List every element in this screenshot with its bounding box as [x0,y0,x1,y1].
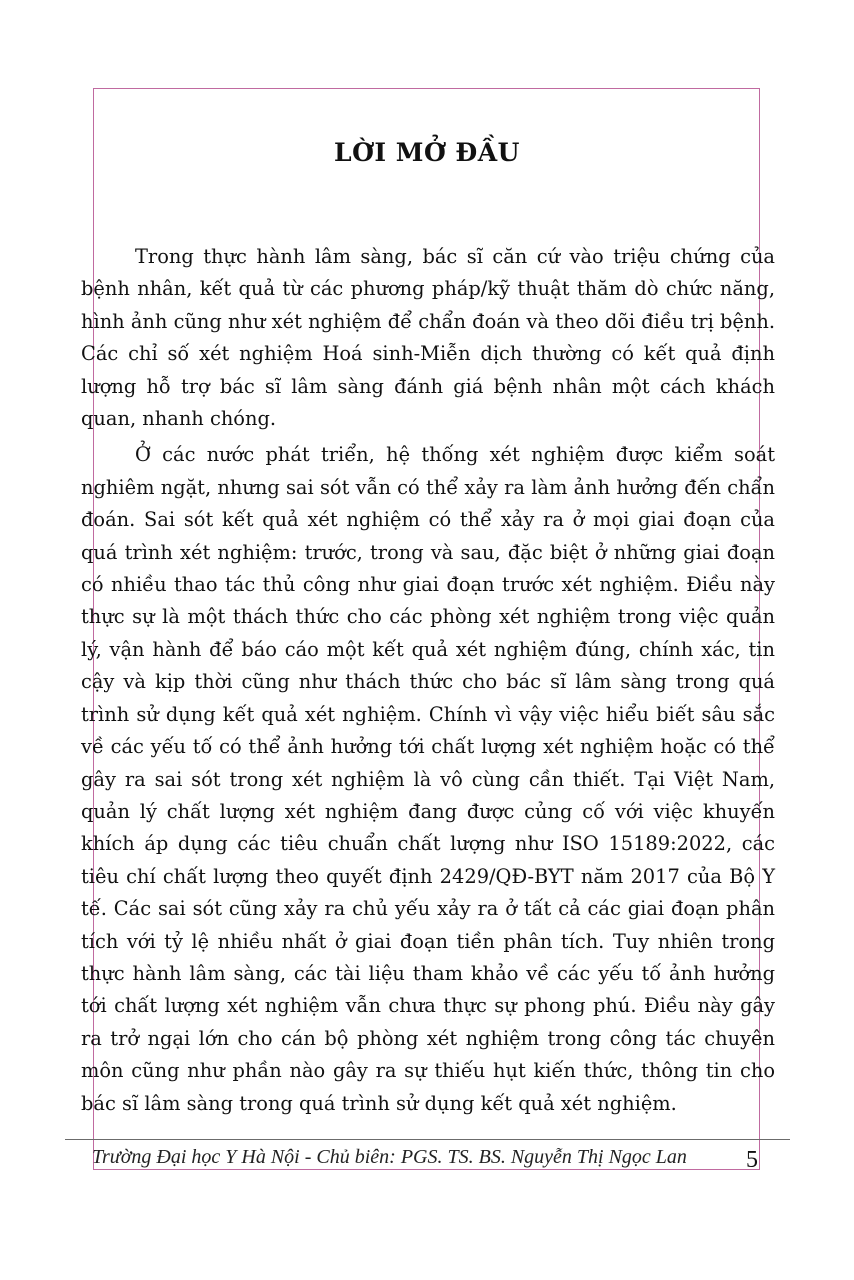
paragraph-2: Ở các nước phát triển, hệ thống xét nghiệm được kiểm soát nghiêm ngặt, nhưng sai sót vẫn có thể xảy ra làm ảnh hưởng đến chẩn đoán. Sai sót kết quả xét nghiệm có thể xảy ra ở mọi giai đoạn của quá trình xét nghiệm: trước, trong và sau, đặc biệt ở những giai đoạn có nhiều thao tác thủ công như giai đoạn trước xét nghiệm. Điều này thực sự là một thách thức cho các phòng xét nghiệm trong việc quản lý, vận hành để báo cáo một kết quả xét nghiệm đúng, chính xác, tin cậy và kịp thời cũng như thách thức cho bác sĩ lâm sàng trong quá trình sử dụng kết quả xét nghiệm. Chính vì vậy việc hiểu biết sâu sắc về các yếu tố có thể ảnh hưởng tới chất lượng xét nghiệm hoặc có thể gây ra sai sót trong xét nghiệm là vô cùng cần thiết. Tại Việt Nam, quản lý chất lượng xét nghiệm đang được củng cố với việc khuyến khích áp dụng các tiêu chuẩn chất lượng như ISO 15189:2022, các tiêu chí chất lượng theo quyết định 2429/QĐ-BYT năm 2017 của Bộ Y tế. Các sai sót cũng xảy ra chủ yếu xảy ra ở tất cả các giai đoạn phân tích với tỷ lệ nhiều nhất ở giai đoạn tiền phân tích. Tuy nhiên trong thực hành lâm sàng, các tài liệu tham khảo về các yếu tố ảnh hưởng tới chất lượng xét nghiệm vẫn chưa thực sự phong phú. Điều này gây ra trở ngại lớn cho cán bộ phòng xét nghiệm trong công tác chuyên môn cũng như phần nào gây ra sự thiếu hụt kiến thức, thông tin cho bác sĩ lâm sàng trong quá trình sử dụng kết quả xét nghiệm. [81,443,775,1115]
footer-divider [65,1139,790,1140]
footer-credit: Trường Đại học Y Hà Nội - Chủ biên: PGS. TS. BS. Nguyễn Thị Ngọc Lan [92,1146,687,1168]
body-text [81,241,775,1124]
page-title: LỜI MỞ ĐẦU [334,138,520,167]
page-number: 5 [746,1147,758,1173]
paragraph-1: Trong thực hành lâm sàng, bác sĩ căn cứ vào triệu chứng của bệnh nhân, kết quả từ các phương pháp/kỹ thuật thăm dò chức năng, hình ảnh cũng như xét nghiệm để chẩn đoán và theo dõi điều trị bệnh. Các chỉ số xét nghiệm Hoá sinh-Miễn dịch thường có kết quả định lượng hỗ trợ bác sĩ lâm sàng đánh giá bệnh nhân một cách khách quan, nhanh chóng. [81,245,775,431]
